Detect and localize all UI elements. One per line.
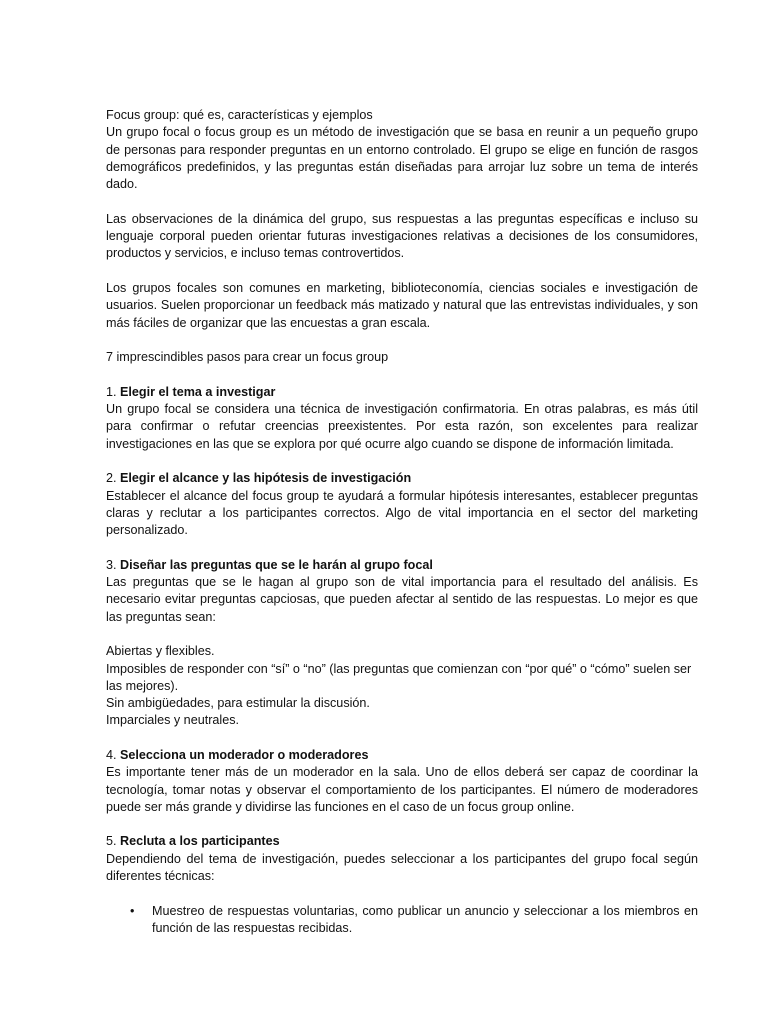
bullet-icon: • xyxy=(130,903,135,918)
step-title: Selecciona un moderador o moderadores xyxy=(120,747,369,762)
step-4-body: Es importante tener más de un moderador en la sala. Uno de ellos deberá ser capaz de coordinar la tecnología, tomar notas y observar el comportamiento de los participantes. El número de moderadores puede ser más grande y dividirse las funciones en el caso de un focus group online. xyxy=(106,765,698,814)
intro-paragraph-1: Un grupo focal o focus group es un método de investigación que se basa en reunir a un pequeño grupo de personas para responder preguntas en un entorno controlado. El grupo se elige en función de rasgos demográficos predefinidos, y las preguntas están diseñadas para arrojar luz sobre un tema de interés dado. xyxy=(106,125,698,192)
step-1-body: Un grupo focal se considera una técnica de investigación confirmatoria. En otras palabras, es más útil para confirmar o refutar creencias preexistentes. Por esta razón, son excelentes para realizar investigaciones en las que se explora por qué ocurre algo cuando se dispone de información limitada. xyxy=(106,402,698,451)
step-title: Elegir el alcance y las hipótesis de investigación xyxy=(120,471,412,486)
step-5-body: Dependiendo del tema de investigación, puedes seleccionar a los participantes del grupo focal según diferentes técnicas: xyxy=(106,851,698,884)
step-number: 2. xyxy=(106,471,117,486)
step-title: Recluta a los participantes xyxy=(120,834,280,849)
step-title: Diseñar las preguntas que se le harán al grupo focal xyxy=(120,557,433,572)
question-criteria-item: Sin ambigüedades, para estimular la discusión. xyxy=(106,696,370,711)
step-2-body: Establecer el alcance del focus group te ayudará a formular hipótesis interesantes, establecer preguntas claras y reclutar a los participantes correctos. Algo de vital importancia en el sector del marketing personalizado. xyxy=(106,488,698,538)
question-criteria-item: Abiertas y flexibles. xyxy=(106,644,215,659)
question-criteria-item: Imposibles de responder con “sí” o “no” (las preguntas que comienzan con “por qué” o “cómo” suelen ser las mejores). xyxy=(106,661,692,693)
step-number: 5. xyxy=(106,834,117,849)
step-1-heading xyxy=(106,384,698,401)
step-number: 3. xyxy=(106,557,117,572)
intro-paragraph-3: Los grupos focales son comunes en marketing, biblioteconomía, ciencias sociales e investigación de usuarios. Suelen proporcionar un feedback más matizado y natural que las entrevistas individuales, y son más fáciles de organizar que las encuestas a gran escala. xyxy=(106,280,698,330)
question-criteria-item: Imparciales y neutrales. xyxy=(106,713,239,728)
step-2-heading xyxy=(106,470,698,487)
step-4-heading xyxy=(106,747,698,764)
intro-paragraph-2: Las observaciones de la dinámica del grupo, sus respuestas a las preguntas específicas e incluso su lenguaje corporal pueden orientar futuras investigaciones relativas a decisiones de los consumidores, productos y servicios, e incluso temas controvertidos. xyxy=(106,211,698,261)
list-item-text: Muestreo de respuestas voluntarias, como publicar un anuncio y seleccionar a los miembros en función de las respuestas recibidas. xyxy=(152,903,698,935)
document-title: Focus group: qué es, características y ejemplos xyxy=(106,108,373,122)
step-3-heading xyxy=(106,557,698,574)
step-title: Elegir el tema a investigar xyxy=(120,384,276,399)
recruitment-techniques-list xyxy=(106,903,698,938)
step-number: 1. xyxy=(106,384,117,399)
list-item xyxy=(106,903,698,938)
steps-heading: 7 imprescindibles pasos para crear un focus group xyxy=(106,350,389,365)
step-5-heading xyxy=(106,833,698,850)
step-number: 4. xyxy=(106,747,117,762)
step-3-body: Las preguntas que se le hagan al grupo son de vital importancia para el resultado del análisis. Es necesario evitar preguntas capciosas, que pueden afectar al sentido de las respuestas. Lo mejor es que las preguntas sean: xyxy=(106,575,698,624)
